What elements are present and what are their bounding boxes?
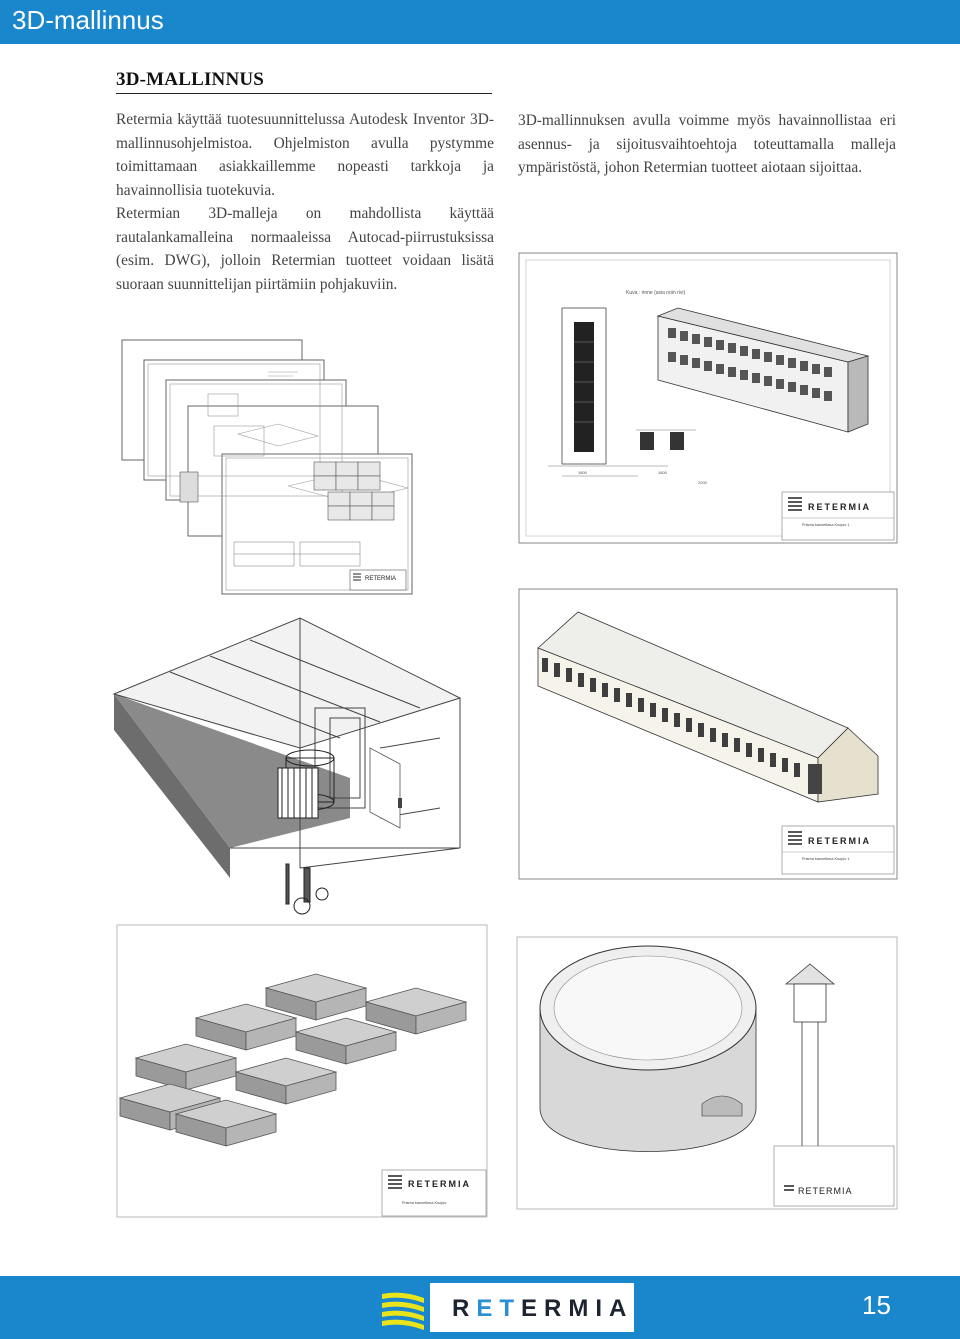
paragraph-wireframe: Retermian 3D-malleja on mahdollista käyttää rautalankamalleina normaaleissa Autocad-piirrustuksissa (esim. DWG), jolloin Retermian tuotteet voidaan lisätä suoraan suunnittelijan piirtämiin pohjakuviin. <box>116 205 494 293</box>
right-text-column <box>518 109 896 180</box>
paragraph-visualization: 3D-mallinnuksen avulla voimme myös havainnollistaa eri asennus- ja sijoitusvaihtoehtoja toteuttamalla malleja ympäristöstä, johon Retermian tuotteet aiotaan sijoittaa. <box>518 112 896 176</box>
sheet-logo-text: RETERMIA <box>808 836 871 846</box>
sheet-logo-text: RETERMIA <box>798 1186 853 1196</box>
sheet-logo-text: RETERMIA <box>808 502 871 512</box>
long-building-drawing-sheet <box>518 252 898 544</box>
top-caption: Kuva : rinne (asia noin rivi) <box>626 290 686 296</box>
sheet-logo-text: RETERMIA <box>408 1179 471 1189</box>
gabled-building-render-sheet <box>518 588 898 880</box>
round-tank-render-sheet <box>516 936 898 1210</box>
footer-brand-text: RETERMIA <box>452 1295 634 1322</box>
dimension-c: 2000 <box>698 480 707 485</box>
room-wireframe-model <box>110 598 490 916</box>
stacked-drawing-sheets <box>118 336 420 598</box>
drawing-title: Prisma kannettava Kuopio 1 <box>802 523 850 527</box>
page-header-title: 3D-mallinnus <box>12 5 164 35</box>
drawing-title: Prisma kannettava Kuopio <box>402 1201 447 1205</box>
paragraph-intro: Retermia käyttää tuotesuunnittelussa Autodesk Inventor 3D-mallinnusohjelmistoa. Ohjelmiston avulla pystymme toimittamaan asiakkaillemme nopeasti tarkkoja ja havainnollisia tuotekuvia. <box>116 111 494 199</box>
section-heading: 3D-MALLINNUS <box>116 69 492 94</box>
retermia-logo <box>380 1284 640 1332</box>
dimension-b: 1800 <box>658 470 667 475</box>
page-number: 15 <box>862 1290 891 1320</box>
left-text-column <box>116 79 494 296</box>
drawing-title: Prisma kannettava Kuopio 1 <box>802 857 850 861</box>
sheet-logo-text: RETERMIA <box>365 576 397 582</box>
dimension-a: 1800 <box>578 470 587 475</box>
module-grid-sheet <box>116 924 488 1218</box>
